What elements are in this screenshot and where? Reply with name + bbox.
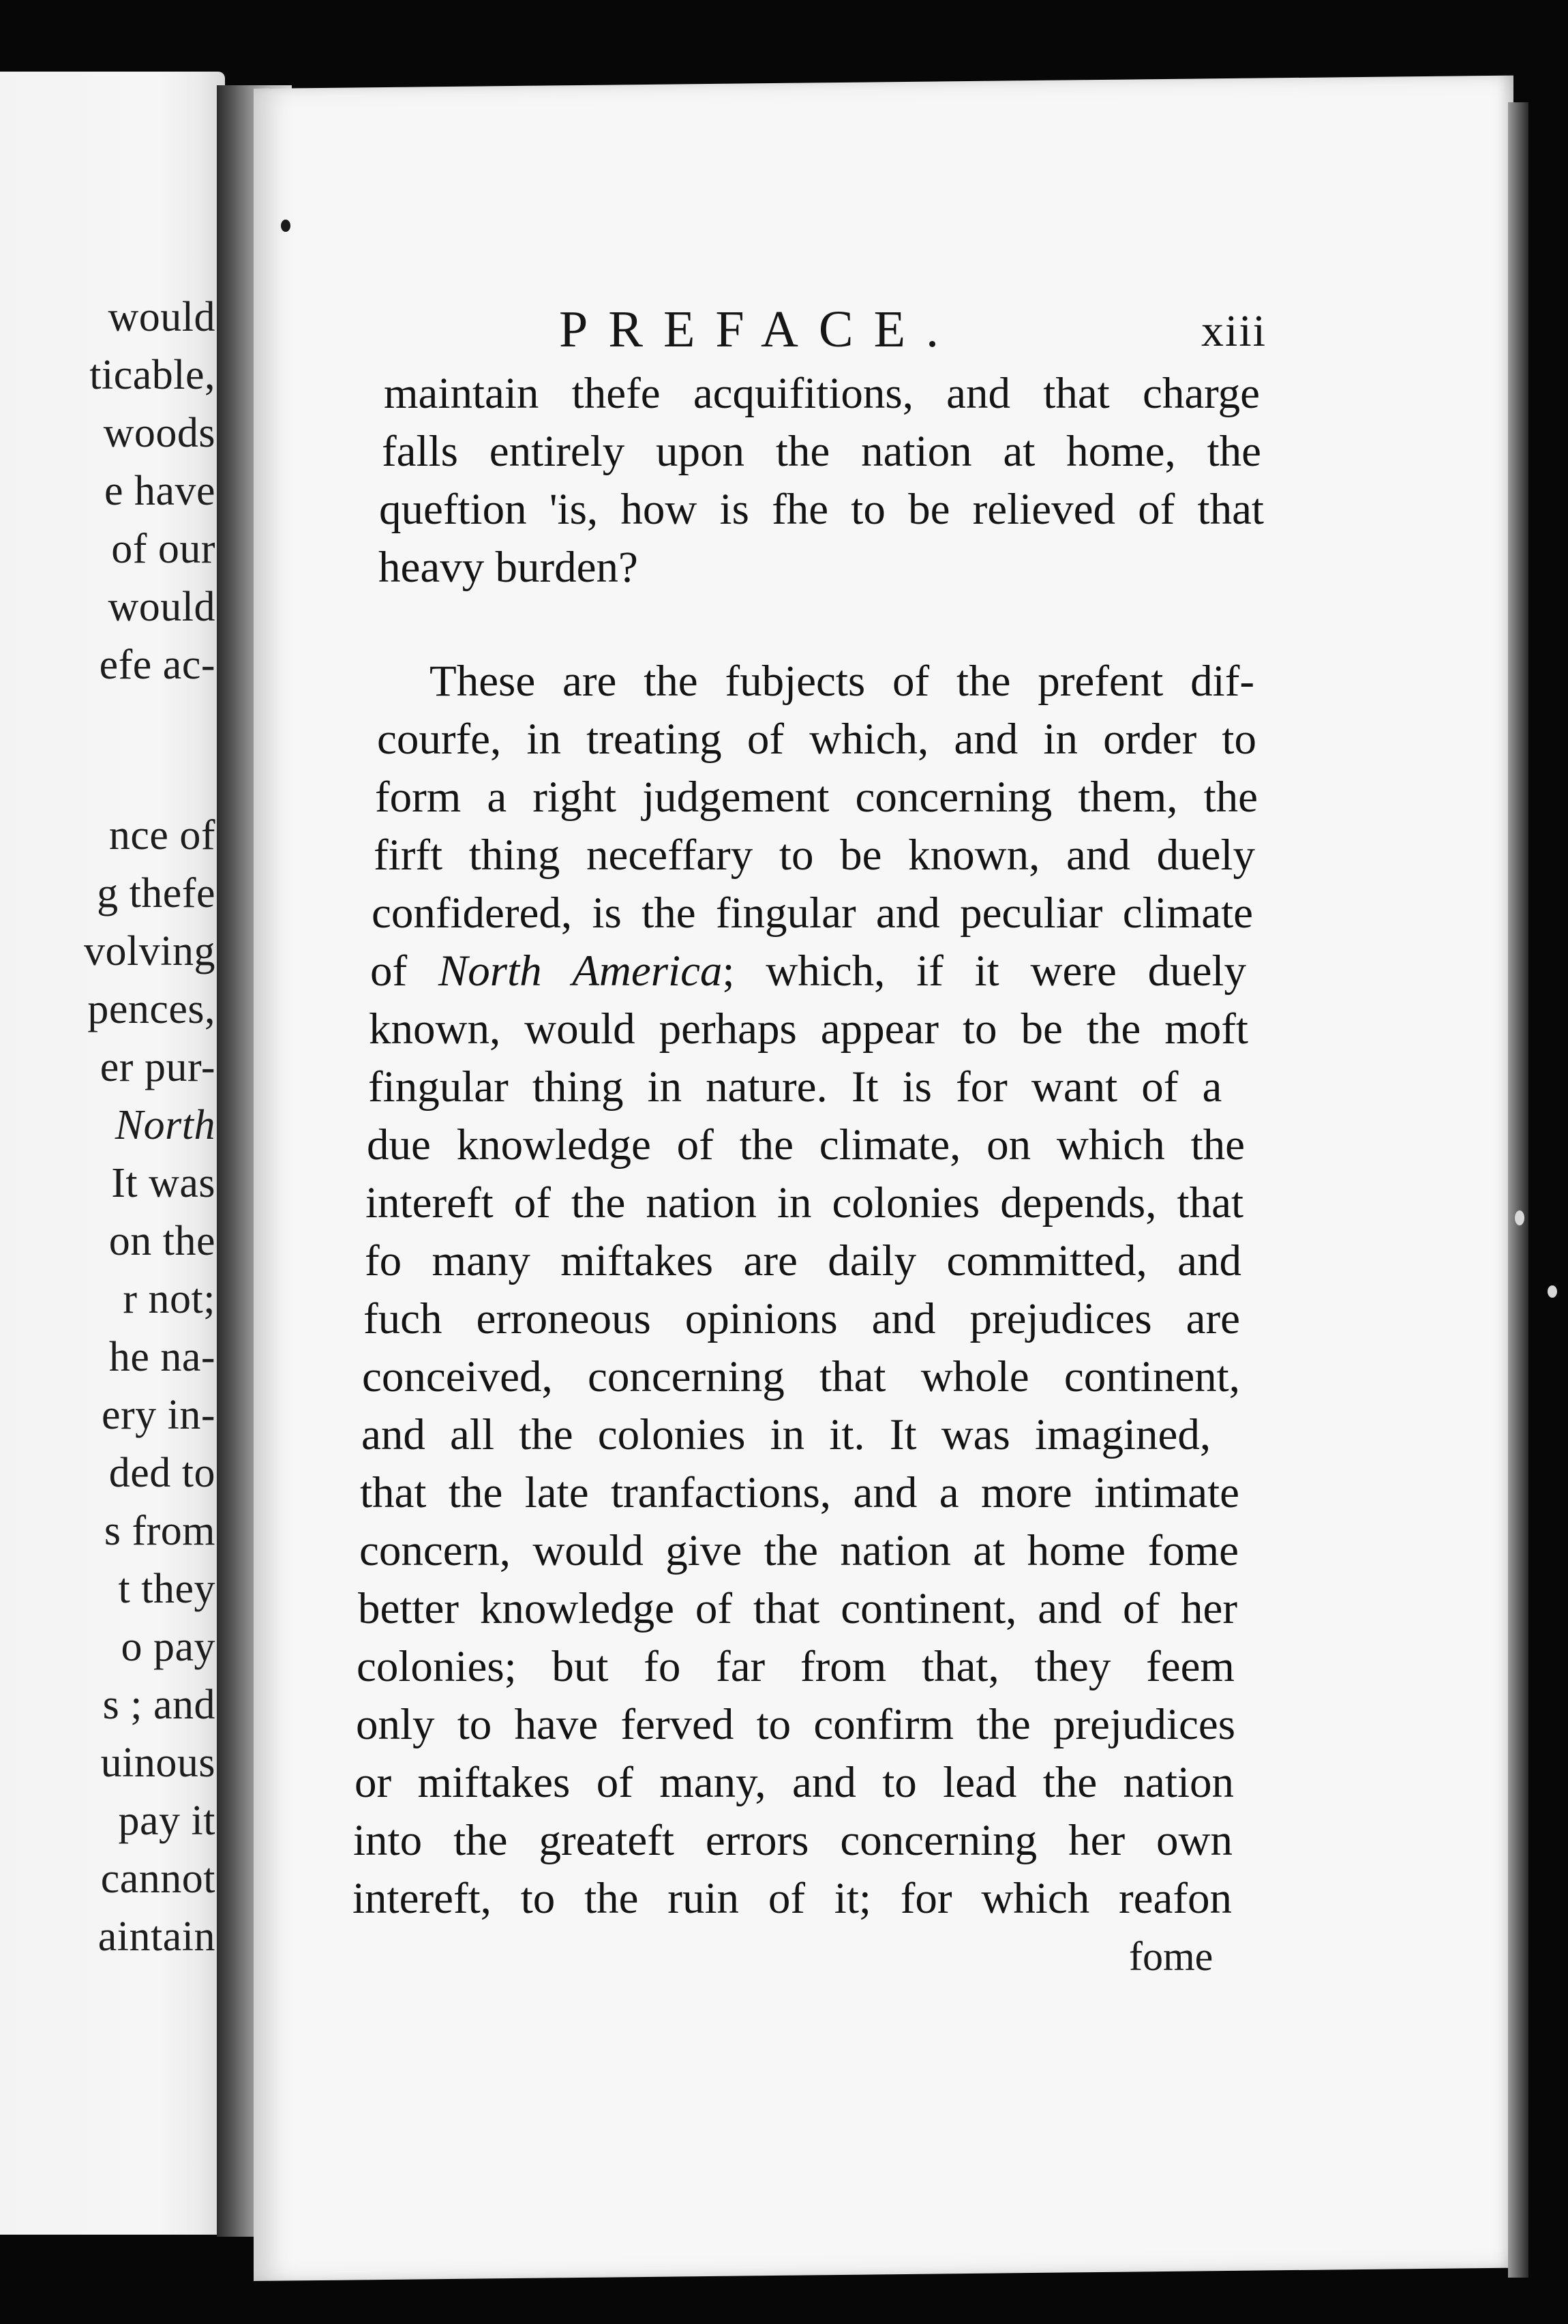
page-number: xiii	[1201, 306, 1267, 356]
body-line: intereft, to the ruin of it; for which reafon	[352, 1874, 1232, 1923]
body-line: fuch erroneous opinions and prejudices are	[363, 1294, 1240, 1343]
ink-speck	[281, 220, 290, 232]
body-line: or miftakes of many, and to lead the nation	[355, 1758, 1234, 1807]
body-line: fingular thing in nature. It is for want of a	[368, 1062, 1222, 1112]
body-line: fo many miftakes are daily committed, and	[365, 1236, 1241, 1285]
body-line: and all the colonies in it. It was imagined,	[361, 1410, 1211, 1459]
body-line: queftion 'is, how is fhe to be relieved of that	[379, 485, 1264, 534]
left-page-line: cannot	[100, 1856, 215, 1902]
left-page-line: ticable,	[89, 352, 215, 398]
left-page-line: pences,	[87, 986, 215, 1032]
left-page-line: uinous	[100, 1740, 215, 1786]
left-page-line: g thefe	[97, 870, 215, 917]
left-page-line: on the	[108, 1218, 215, 1264]
left-page-line: r not;	[123, 1276, 215, 1322]
left-page-line: North	[115, 1102, 215, 1148]
body-line: colonies; but fo far from that, they feem	[357, 1642, 1235, 1691]
left-page-line: pay it	[118, 1798, 215, 1844]
body-line: intereft of the nation in colonies depends, that	[365, 1178, 1243, 1227]
left-page-line: It was	[111, 1160, 215, 1206]
body-line: known, would perhaps appear to be the moft	[369, 1004, 1248, 1054]
body-line: due knowledge of the climate, on which the	[367, 1120, 1245, 1170]
left-page-line: e have	[104, 468, 215, 514]
left-page-line: t they	[118, 1566, 215, 1612]
catchword: fome	[1129, 1934, 1213, 1979]
left-page-line: volving	[84, 928, 215, 974]
left-page-line: efe ac-	[99, 642, 215, 688]
body-line: courfe, in treating of which, and in order to	[377, 715, 1256, 764]
body-line: better knowledge of that continent, and of her	[358, 1584, 1237, 1633]
body-line: only to have ferved to confirm the prejudices	[356, 1700, 1235, 1749]
left-page-line: ded to	[108, 1450, 215, 1496]
body-line: heavy burden?	[378, 543, 638, 592]
left-page-line: would	[108, 294, 215, 340]
left-page-line: aintain	[97, 1913, 215, 1960]
body-line: confidered, is the fingular and peculiar climate	[372, 889, 1253, 938]
left-page-line: er pur-	[100, 1044, 215, 1090]
body-line: These are the fubjects of the prefent dif-	[429, 657, 1254, 706]
left-page-line: s from	[104, 1508, 215, 1554]
left-page-line: of our	[111, 526, 215, 572]
place-name: North America	[438, 947, 723, 996]
body-line: maintain thefe acquifitions, and that charge	[384, 369, 1260, 418]
running-header: PREFACE.	[559, 301, 960, 358]
left-page-line: nce of	[108, 812, 215, 859]
left-page-line: s ; and	[102, 1682, 215, 1728]
body-line: of North America; which, if it were duely	[370, 947, 1246, 996]
body-line: firft thing neceffary to be known, and duely	[374, 831, 1255, 880]
left-page-line: he na-	[108, 1334, 215, 1380]
ink-speck	[1515, 1210, 1524, 1225]
left-page-line: would	[108, 584, 215, 630]
left-page-line: o pay	[121, 1624, 215, 1670]
left-page-line: ery in-	[101, 1392, 215, 1438]
body-line: conceived, concerning that whole continent,	[362, 1352, 1240, 1401]
body-line: form a right judgement concerning them, the	[375, 773, 1258, 822]
body-line: concern, would give the nation at home fome	[359, 1526, 1239, 1575]
body-line: falls entirely upon the nation at home, the	[382, 427, 1261, 476]
body-line: that the late tranfactions, and a more intimate	[360, 1468, 1239, 1517]
left-page-line: woods	[103, 410, 215, 456]
body-line: into the greateft errors concerning her own	[353, 1816, 1233, 1865]
ink-speck	[1548, 1285, 1557, 1298]
